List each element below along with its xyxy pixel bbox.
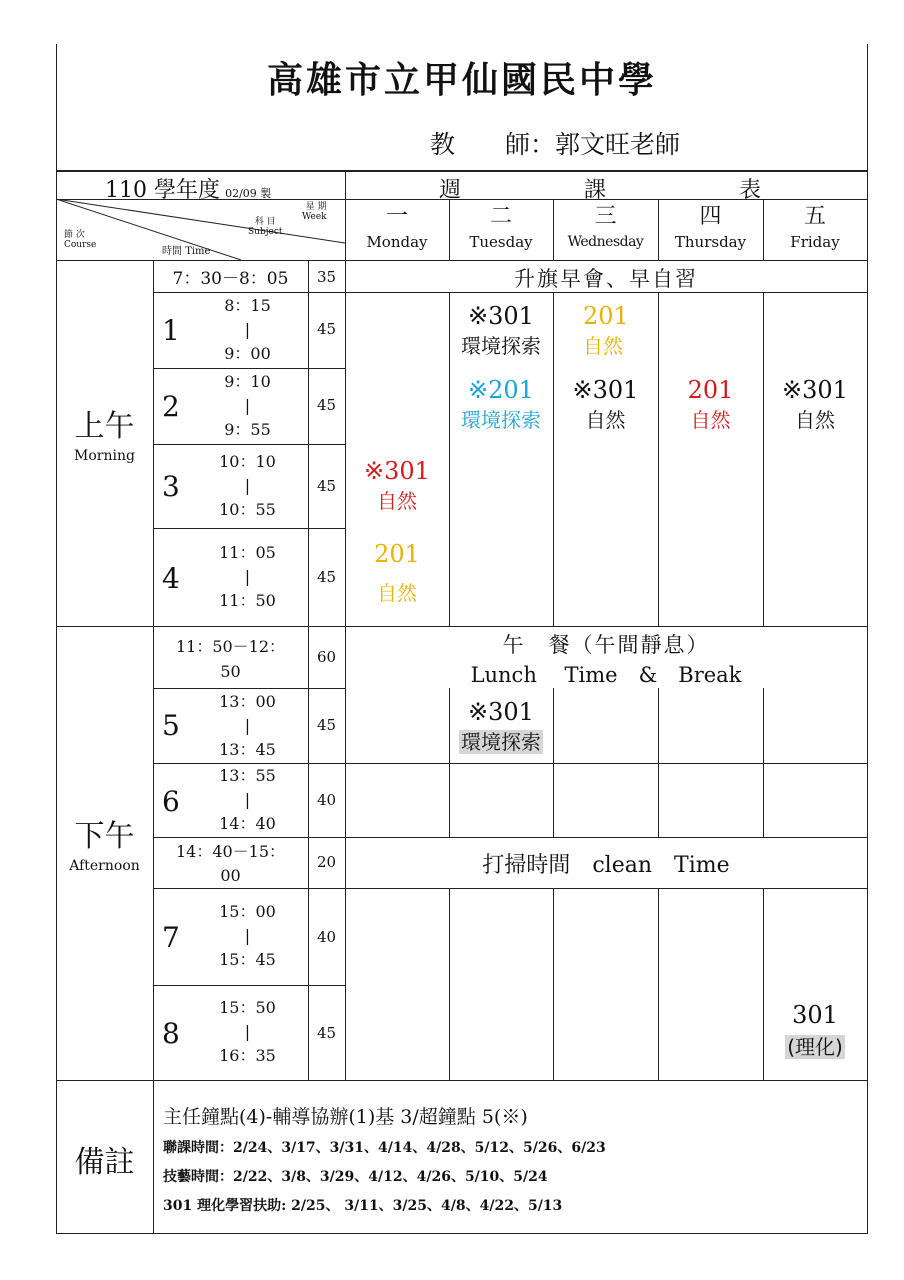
lunch-mins: 60 xyxy=(316,648,337,666)
period-time: 8：15 | 9：00 xyxy=(224,296,271,363)
assembly-mins: 35 xyxy=(316,268,337,286)
table-title-3: 表 xyxy=(738,178,761,203)
remarks-line-2: 聯課時間：2/24、3/17、3/31、4/14、4/28、5/12、5/26、6/23 xyxy=(163,1140,606,1156)
period-mins: 45 xyxy=(316,477,337,495)
teacher-line xyxy=(430,125,680,161)
day-header-friday: 五 Friday xyxy=(790,204,840,251)
period-mins: 45 xyxy=(316,568,337,586)
period-number: 4 xyxy=(162,562,180,595)
lesson-p2-wednesday: ※301 自然 xyxy=(572,376,639,432)
period-number: 3 xyxy=(162,470,180,503)
version-label: 02/09 製 xyxy=(225,187,272,200)
remarks-label: 備註 xyxy=(74,1145,135,1180)
assembly-label: 升旗早會、早自習 xyxy=(514,267,698,291)
lesson-p5-tuesday: ※301 環境探索 xyxy=(461,698,541,754)
teacher-label: 教 師： xyxy=(430,130,556,159)
period-mins: 45 xyxy=(316,716,337,734)
remarks-line-4: 301 理化學習扶助: 2/25、 3/11、3/25、4/8、4/22、5/13 xyxy=(163,1198,563,1214)
lesson-p8-friday: 301 (理化) xyxy=(787,1001,843,1059)
period-time: 11：05 | 11：50 xyxy=(219,543,276,610)
lesson-p4-monday: 201 自然 xyxy=(374,540,420,605)
lesson-p2-thursday: 201 自然 xyxy=(687,376,734,432)
assembly-time: 7：30－8：05 xyxy=(172,269,289,289)
lesson-p3-monday: ※301 自然 xyxy=(364,457,430,513)
teacher-name: 郭文旺老師 xyxy=(555,130,681,159)
lesson-p1-tuesday: ※301 環境探索 xyxy=(461,302,541,358)
period-mins: 45 xyxy=(316,1024,337,1042)
day-header-monday: 一 Monday xyxy=(366,204,428,251)
period-number: 7 xyxy=(162,921,180,954)
year-label: 110 學年度 xyxy=(105,178,220,203)
corner-subject: 科 目 Subject xyxy=(248,217,283,237)
day-header-wednesday: 三 Wednesday xyxy=(567,204,644,250)
day-header-thursday: 四 Thursday xyxy=(674,204,747,251)
cleaning-time: 14：40－15： 00 xyxy=(175,842,286,885)
period-time: 13：55 | 14：40 xyxy=(219,766,276,833)
school-title: 高雄市立甲仙國民中學 xyxy=(266,59,657,101)
period-mins: 40 xyxy=(316,928,337,946)
period-number: 2 xyxy=(162,390,180,423)
day-header-tuesday: 二 Tuesday xyxy=(469,204,533,251)
period-mins: 40 xyxy=(316,791,337,809)
corner-week: 星 期 Week xyxy=(302,202,327,222)
period-time: 9：10 | 9：55 xyxy=(224,372,271,439)
period-time: 13：00 | 13：45 xyxy=(219,692,276,759)
period-number: 6 xyxy=(162,785,180,818)
period-time: 15：00 | 15：45 xyxy=(219,902,276,969)
period-time: 10：10 | 10：55 xyxy=(219,452,276,519)
period-time: 15：50 | 16：35 xyxy=(219,998,276,1065)
lunch-time: 11：50－12： 50 xyxy=(175,637,286,681)
corner-time: 時間 Time xyxy=(162,246,211,257)
table-title-1: 週 xyxy=(438,178,461,203)
period-mins: 45 xyxy=(316,396,337,414)
period-number: 8 xyxy=(162,1017,180,1050)
morning-label: 上午 Morning xyxy=(74,409,135,464)
remarks-line-3: 技藝時間：2/22、3/8、3/29、4/12、4/26、5/10、5/24 xyxy=(163,1169,548,1185)
lesson-p2-tuesday: ※201 環境探索 xyxy=(461,376,541,432)
remarks-line-1: 主任鐘點(4)-輔導協辦(1)基 3/超鐘點 5(※) xyxy=(163,1106,528,1128)
cleaning-label: 打掃時間 clean Time xyxy=(482,853,730,878)
lesson-p1-wednesday: 201 自然 xyxy=(583,302,629,358)
table-title-2: 課 xyxy=(583,178,606,203)
afternoon-label: 下午 Afternoon xyxy=(69,819,140,874)
cleaning-mins: 20 xyxy=(316,853,337,871)
period-number: 1 xyxy=(162,314,180,347)
lesson-p2-friday: ※301 自然 xyxy=(782,376,848,432)
period-number: 5 xyxy=(162,709,180,742)
corner-course: 節 次 Course xyxy=(64,230,97,250)
period-mins: 45 xyxy=(316,320,337,338)
lunch-label: 午 餐（午間靜息） Lunch Time & Break xyxy=(470,633,742,687)
